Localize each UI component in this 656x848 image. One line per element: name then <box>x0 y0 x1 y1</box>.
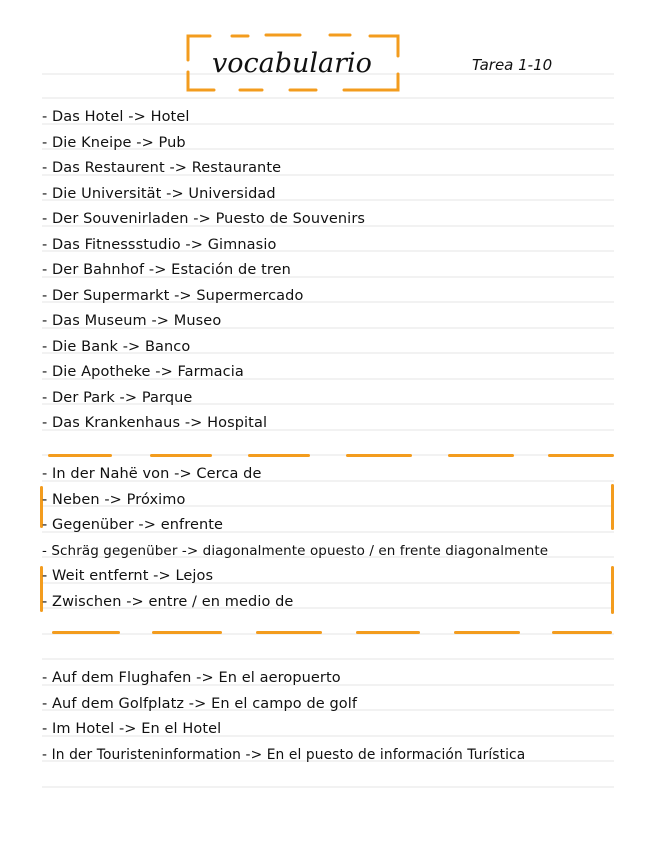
list-item: - Die Universität -> Universidad <box>42 186 276 202</box>
list-item: - Im Hotel -> En el Hotel <box>42 721 222 737</box>
list-item: - Zwischen -> entre / en medio de <box>42 594 294 610</box>
list-item: - Das Krankenhaus -> Hospital <box>42 415 268 431</box>
list-item: - Das Fitnessstudio -> Gimnasio <box>42 237 277 253</box>
page-subtitle: Tarea 1-10 <box>472 56 553 74</box>
list-item: - Der Park -> Parque <box>42 390 193 406</box>
list-item: - Weit entfernt -> Lejos <box>42 568 214 584</box>
list-item: - Schräg gegenüber -> diagonalmente opuesto / en frente diagonalmente <box>42 543 549 559</box>
list-item: - Der Bahnhof -> Estación de tren <box>42 262 291 278</box>
list-item: - Das Restaurent -> Restaurante <box>42 160 282 176</box>
list-item: - In der Touristeninformation -> En el puesto de información Turística <box>42 747 526 763</box>
list-item: - Der Supermarkt -> Supermercado <box>42 288 304 304</box>
list-item: - Die Apotheke -> Farmacia <box>42 364 244 380</box>
list-item: - Gegenüber -> enfrente <box>42 517 224 533</box>
list-item: - Der Souvenirladen -> Puesto de Souvenirs <box>42 211 366 227</box>
list-item: - Auf dem Golfplatz -> En el campo de golf <box>42 696 358 712</box>
list-item: - Neben -> Próximo <box>42 492 186 508</box>
page-title: vocabulario <box>212 48 372 79</box>
list-item: - Auf dem Flughafen -> En el aeropuerto <box>42 670 341 686</box>
list-item: - Das Hotel -> Hotel <box>42 109 190 125</box>
list-item: - Die Kneipe -> Pub <box>42 135 186 151</box>
list-item: - In der Nahë von -> Cerca de <box>42 466 262 482</box>
list-item: - Das Museum -> Museo <box>42 313 222 329</box>
list-item: - Die Bank -> Banco <box>42 339 191 355</box>
